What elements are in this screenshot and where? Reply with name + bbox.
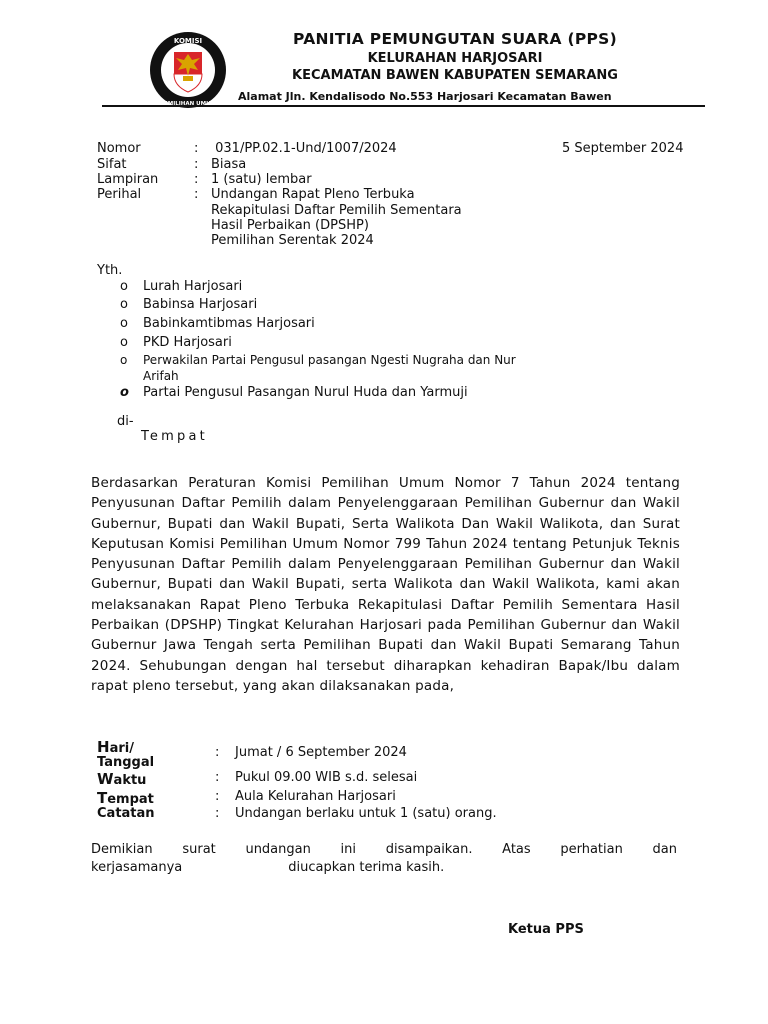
tempat-label: Tempat <box>141 429 208 444</box>
lampiran-colon: : <box>194 172 199 187</box>
nomor-label: Nomor <box>97 141 141 156</box>
letterhead-address: Alamat Jln. Kendalisodo No.553 Harjosari Kecamatan Bawen <box>238 90 612 103</box>
perihal-colon: : <box>194 187 199 202</box>
perihal-line: Rekapitulasi Daftar Pemilih Sementara <box>211 203 462 218</box>
perihal-line: Undangan Rapat Pleno Terbuka <box>211 187 415 202</box>
salutation: Yth. <box>97 263 123 278</box>
letterhead-kelurahan: KELURAHAN HARJOSARI <box>367 51 543 66</box>
hari-colon: : <box>215 745 220 760</box>
logo-bottom-text: PEMILIHAN UMUM <box>159 101 217 107</box>
bullet-icon: o <box>120 385 129 400</box>
sifat-value: Biasa <box>211 157 247 172</box>
sifat-label: Sifat <box>97 157 127 172</box>
closing-paragraph <box>91 841 677 877</box>
perihal-line: Pemilihan Serentak 2024 <box>211 233 374 248</box>
tempat-value: Aula Kelurahan Harjosari <box>235 789 396 804</box>
signature-title: Ketua PPS <box>508 922 584 937</box>
bullet-icon: o <box>120 316 128 331</box>
letterhead-title: PANITIA PEMUNGUTAN SUARA (PPS) <box>292 30 618 48</box>
catatan-value: Undangan berlaku untuk 1 (satu) orang. <box>235 806 497 821</box>
letterhead-kecamatan: KECAMATAN BAWEN KABUPATEN SEMARANG <box>292 68 618 83</box>
waktu-value: Pukul 09.00 WIB s.d. selesai <box>235 770 418 785</box>
bullet-icon: o <box>120 335 128 350</box>
perihal-label: Perihal <box>97 187 142 202</box>
hari-value: Jumat / 6 September 2024 <box>235 745 407 760</box>
bullet-icon: o <box>120 279 128 294</box>
kpu-logo <box>148 30 228 110</box>
tempat-detail-label: Tempat <box>97 789 154 807</box>
tanggal-label: Tanggal <box>97 755 155 770</box>
tempat-colon: : <box>215 789 220 804</box>
sifat-colon: : <box>194 157 199 172</box>
lampiran-label: Lampiran <box>97 172 159 187</box>
waktu-label: Waktu <box>97 770 147 788</box>
catatan-colon: : <box>215 806 220 821</box>
body-paragraph: Berdasarkan Peraturan Komisi Pemilihan Umum Nomor 7 Tahun 2024 tentang Penyusunan Daftar Pemilih dalam Penyelenggaraan Pemilihan Gubernur dan Wakil Gubernur, Bupati dan Wakil Bupati, Serta Walikota Dan Wakil Walikota, dan Surat Keputusan Komisi Pemilihan Umum Nomor 799 Tahun 2024 tentang Petunjuk Teknis Penyusunan Daftar Pemilih dalam Penyelenggaraan Pemilihan Gubernur dan Wakil Gubernur, Bupati dan Wakil Bupati, serta Walikota dan Wakil Walikota, kami akan melaksanakan Rapat Pleno Terbuka Rekapitulasi Daftar Pemilih Sementara Hasil Perbaikan (DPSHP) Tingkat Kelurahan Harjosari pada Pemilihan Gubernur dan Wakil Gubernur Jawa Tengah serta Pemilihan Bupati dan Wakil Bupati Semarang Tahun 2024. Sehubungan dengan hal tersebut diharapkan kehadiran Bapak/Ibu dalam rapat pleno tersebut, yang akan dilaksanakan pada, <box>91 475 680 694</box>
hari-label: Hari/ <box>97 738 134 756</box>
letterhead-divider <box>102 105 705 107</box>
waktu-colon: : <box>215 770 220 785</box>
perihal-line: Hasil Perbaikan (DPSHP) <box>211 218 369 233</box>
lampiran-value: 1 (satu) lembar <box>211 172 312 187</box>
closing-line-2: kerjasamanya diucapkan terima kasih. <box>91 860 445 875</box>
letter-date: 5 September 2024 <box>562 141 684 156</box>
logo-top-text: KOMISI <box>173 37 203 45</box>
nomor-colon: : <box>194 141 199 156</box>
bullet-icon: o <box>120 297 128 312</box>
catatan-label: Catatan <box>97 806 155 821</box>
closing-line-1: Demikian surat undangan ini disampaikan. Atas perhatian dan <box>91 842 677 857</box>
bullet-icon: o <box>120 353 128 367</box>
nomor-value: 031/PP.02.1-Und/1007/2024 <box>211 141 397 156</box>
di-label: di- <box>117 414 134 429</box>
